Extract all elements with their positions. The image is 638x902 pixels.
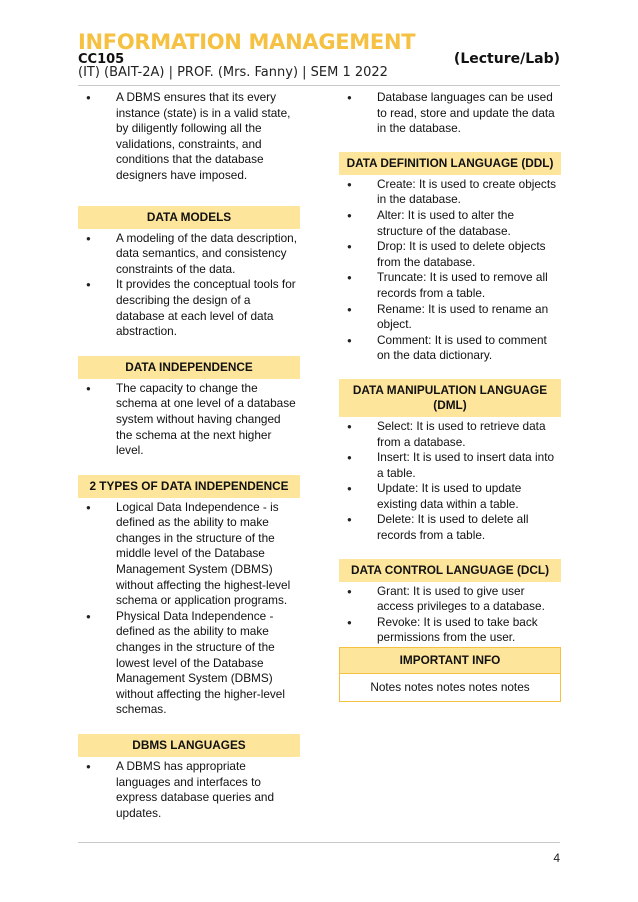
dbms-languages-list	[78, 759, 300, 821]
list-item: ● Revoke: It is used to take back permissions from the user.	[339, 615, 561, 646]
list-item: ● Comment: It is used to comment on the data dictionary.	[339, 333, 561, 364]
list-item: ● Select: It is used to retrieve data from a database.	[339, 419, 561, 450]
page-number: 4	[553, 851, 560, 865]
important-info-box	[339, 647, 561, 702]
list-item: ● Create: It is used to create objects in the database.	[339, 177, 561, 208]
list-item: ● Logical Data Independence - is defined as the ability to make changes in the structure of the middle level of the Database Management System (DBMS) without affecting the highest-level schema or application programs.	[78, 500, 300, 609]
section-heading-dml: DATA MANIPULATION LANGUAGE (DML)	[339, 379, 561, 417]
list-item: ● Drop: It is used to delete objects from the database.	[339, 239, 561, 270]
right-column	[339, 90, 561, 702]
section-heading-dcl: DATA CONTROL LANGUAGE (DCL)	[339, 559, 561, 582]
list-item: ● Grant: It is used to give user access privileges to a database.	[339, 584, 561, 615]
list-item: ● A DBMS has appropriate languages and interfaces to express database queries and updates.	[78, 759, 300, 821]
section-heading-dbms-languages: DBMS LANGUAGES	[78, 734, 300, 757]
intro-list-right	[339, 90, 561, 137]
important-info-heading: IMPORTANT INFO	[340, 648, 560, 673]
footer-divider	[78, 842, 560, 843]
data-models-list	[78, 231, 300, 340]
left-column	[78, 90, 300, 821]
types-list	[78, 500, 300, 718]
list-item: ● Update: It is used to update existing data within a table.	[339, 481, 561, 512]
list-item: ● The capacity to change the schema at one level of a database system without having changed the schema at the next higher level.	[78, 381, 300, 459]
section-heading-ddl: DATA DEFINITION LANGUAGE (DDL)	[339, 152, 561, 175]
section-heading-data-models: DATA MODELS	[78, 206, 300, 229]
list-item: ● A DBMS ensures that its every instance (state) is in a valid state, by diligently following all the validations, constraints, and conditions that the database designers have imposed.	[78, 90, 300, 184]
header-divider	[78, 85, 560, 86]
list-item: ● Database languages can be used to read, store and update the data in the database.	[339, 90, 561, 137]
list-item: ● Delete: It is used to delete all records from a table.	[339, 512, 561, 543]
document-title: INFORMATION MANAGEMENT	[78, 30, 416, 54]
list-item: ● A modeling of the data description, data semantics, and consistency constraints of the data.	[78, 231, 300, 278]
course-code: CC105	[78, 52, 125, 67]
important-info-body: Notes notes notes notes notes	[340, 673, 560, 701]
ddl-list	[339, 177, 561, 364]
course-type: (Lecture/Lab)	[453, 51, 560, 67]
data-independence-list	[78, 381, 300, 459]
course-subtitle: (IT) (BAIT-2A) | PROF. (Mrs. Fanny) | SEM 1 2022	[78, 65, 388, 80]
dml-list	[339, 419, 561, 544]
intro-list	[78, 90, 300, 184]
list-item: ● Rename: It is used to rename an object.	[339, 302, 561, 333]
list-item: ● Physical Data Independence - defined as the ability to make changes in the structure of the lowest level of the Database Management System (DBMS) without affecting the higher-level schemas.	[78, 609, 300, 718]
dcl-list	[339, 584, 561, 646]
list-item: ● Truncate: It is used to remove all records from a table.	[339, 270, 561, 301]
section-heading-data-independence: DATA INDEPENDENCE	[78, 356, 300, 379]
section-heading-types: 2 TYPES OF DATA INDEPENDENCE	[78, 475, 300, 498]
list-item: ● Insert: It is used to insert data into a table.	[339, 450, 561, 481]
list-item: ● It provides the conceptual tools for describing the design of a database at each level of data abstraction.	[78, 277, 300, 339]
list-item: ● Alter: It is used to alter the structure of the database.	[339, 208, 561, 239]
